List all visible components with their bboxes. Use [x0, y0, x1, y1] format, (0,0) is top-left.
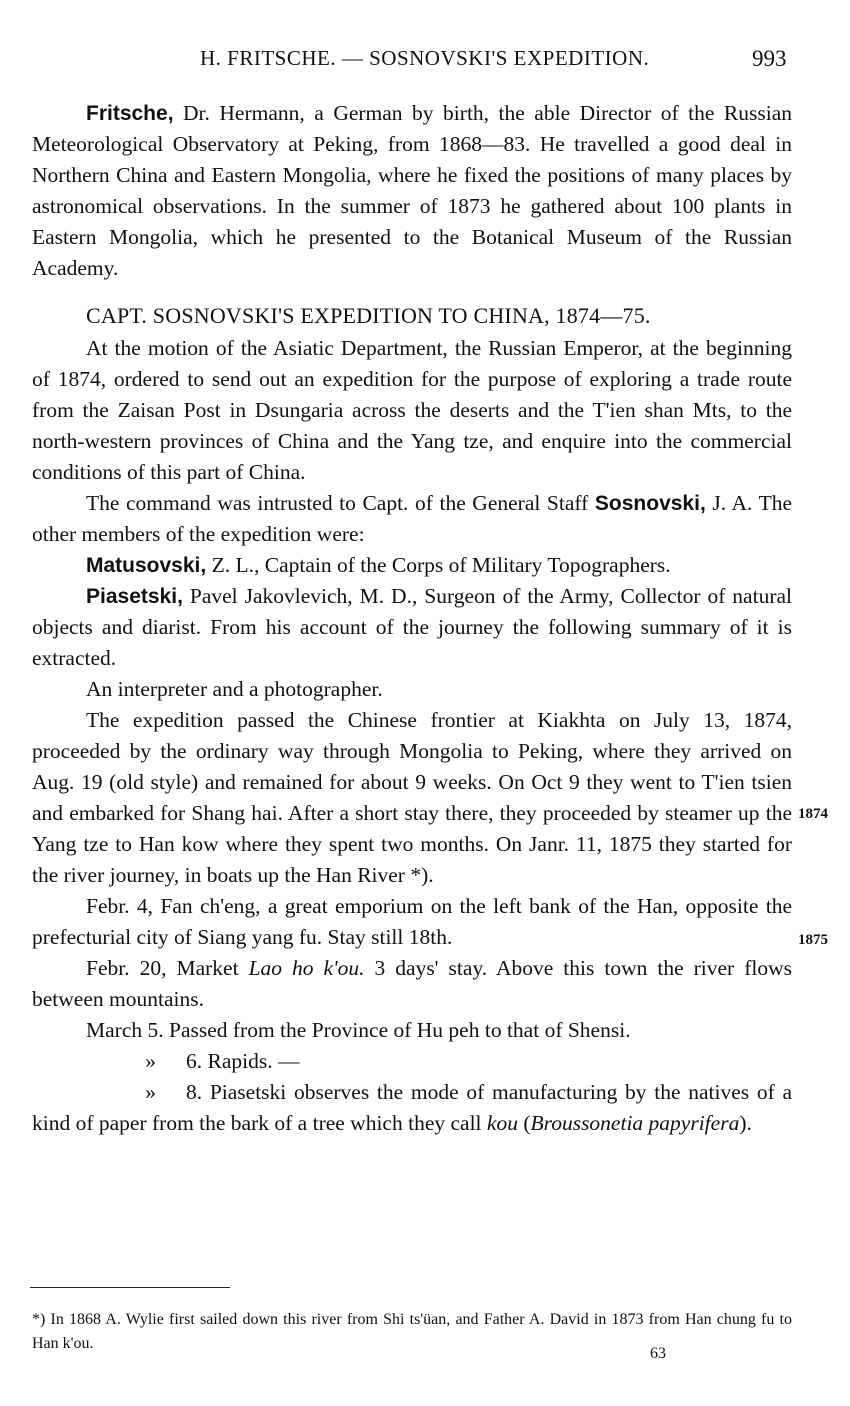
footnote-rule	[30, 1287, 230, 1288]
paragraph-1: At the motion of the Asiatic Department, the Russian Emperor, at the beginning of 1874, ordered to send out an expedition for the purpose of exploring a trade route from the Zaisan Post in Dsungaria across the deserts and the T'ien shan Mts, to the north-western provinces of China and the Yang tze, and enquire into the commercial conditions of this part of China.	[32, 336, 792, 484]
signature-mark: 63	[650, 1345, 666, 1362]
paragraph-2	[32, 488, 792, 550]
paragraph-5-pre: Febr. 20, Market	[86, 956, 249, 980]
margin-year-1875: 1875	[798, 932, 828, 948]
latin-name: Broussonetia papyrifera	[530, 1111, 740, 1135]
page-body	[32, 98, 792, 1139]
name-piasetski: Piasetski,	[86, 585, 183, 608]
entry-text-fritsche: Dr. Hermann, a German by birth, the able Director of the Russian Meteorological Observatory at Peking, from 1868—83. He travelled a good deal in Northern China and Eastern Mongolia, where he fixed the positions of many places by astronomical observations. In the summer of 1873 he gathered about 100 plants in Eastern Mongolia, which he presented to the Botanical Museum of the Russian Academy.	[32, 101, 792, 280]
member-piasetski	[32, 581, 792, 674]
section-heading: CAPT. SOSNOVSKI'S EXPEDITION TO CHINA, 1874—75.	[86, 303, 651, 328]
paragraph-8-mid: (	[517, 1111, 531, 1135]
name-matusovski: Matusovski,	[86, 554, 207, 577]
paragraph-5	[32, 953, 792, 1015]
running-head: H. FRITSCHE. — SOSNOVSKI'S EXPEDITION.	[200, 46, 650, 70]
paragraph-7-text: 6. Rapids. —	[186, 1049, 300, 1073]
entry-name-fritsche: Fritsche,	[86, 102, 174, 125]
page-header	[0, 44, 850, 78]
term-kou: kou	[486, 1111, 518, 1135]
page-number: 993	[752, 46, 787, 71]
place-lao-ho-kou: Lao ho k'ou.	[248, 956, 365, 980]
ditto-mark: »	[145, 1049, 156, 1073]
paragraph-2-pre: The command was intrusted to Capt. of the General Staff	[86, 491, 595, 515]
ditto-mark: »	[145, 1080, 156, 1104]
name-sosnovski: Sosnovski,	[594, 492, 706, 515]
paragraph-2-post: J. A. The other members of the expedition were:	[32, 491, 792, 546]
paragraph-4: Febr. 4, Fan ch'eng, a great emporium on the left bank of the Han, opposite the prefecturial city of Siang yang fu. Stay still 18th.	[32, 894, 792, 949]
paragraph-8-end: ).	[739, 1111, 752, 1135]
paragraph-5-post: 3 days' stay. Above this town the river flows between mountains.	[32, 956, 792, 1011]
paragraph-6: March 5. Passed from the Province of Hu peh to that of Shensi.	[86, 1018, 631, 1042]
paragraph-8	[32, 1077, 792, 1139]
member-piasetski-text: Pavel Jakovlevich, M. D., Surgeon of the Army, Collector of natural objects and diarist. From his account of the journey the following summary of it is extracted.	[32, 584, 792, 670]
footnote: *) In 1868 A. Wylie first sailed down this river from Shi ts'üan, and Father A. David in 1873 from Han chung fu to Han k'ou.	[32, 1311, 792, 1352]
member-matusovski-text: Z. L., Captain of the Corps of Military Topographers.	[206, 553, 671, 577]
member-matusovski	[32, 550, 792, 581]
paragraph-3: The expedition passed the Chinese frontier at Kiakhta on July 13, 1874, proceeded by the ordinary way through Mongolia to Peking, where they arrived on Aug. 19 (old style) and remained for about 9 weeks. On Oct 9 they went to T'ien tsien and embarked for Shang hai. After a short stay there, they proceeded by steamer up the Yang tze to Han kow where they spent two months. On Janr. 11, 1875 they started for the river journey, in boats up the Han River *).	[32, 708, 792, 887]
margin-year-1874: 1874	[798, 806, 828, 822]
fritsche-entry	[32, 98, 792, 284]
paragraph-7	[32, 1046, 792, 1077]
member-interpreter: An interpreter and a photographer.	[86, 677, 383, 701]
paragraph-8-pre: 8. Piasetski observes the mode of manufacturing by the natives of a kind of paper from the bark of a tree which they call	[32, 1080, 792, 1135]
